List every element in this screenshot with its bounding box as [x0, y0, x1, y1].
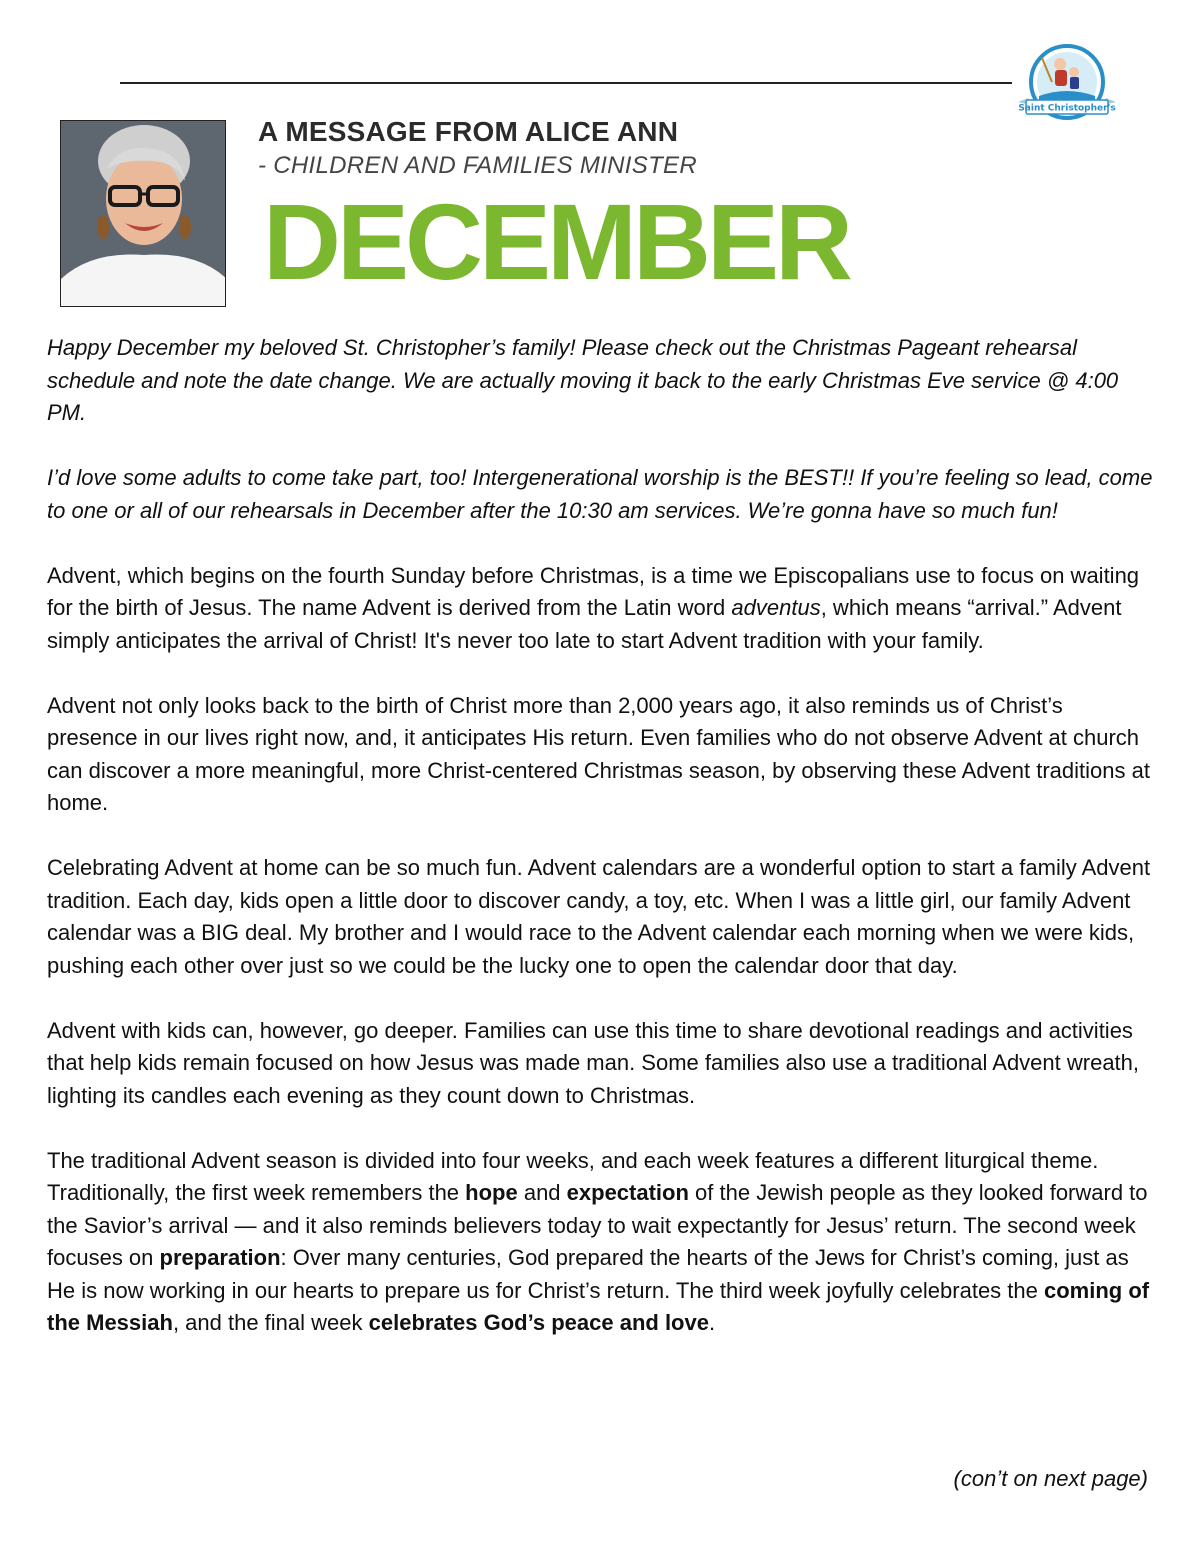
continued-note: (con’t on next page) [953, 1466, 1148, 1491]
italic-term: adventus [731, 595, 821, 620]
minister-role: - CHILDREN AND FAMILIES MINISTER [258, 152, 697, 179]
intro-paragraph-2 [47, 462, 1157, 527]
text-run: Advent not only looks back to the birth of Christ more than 2,000 years ago, it also reminds us of Christ’s presence in our lives right now, and, it anticipates His return. Even families who do not observe Advent at church can discover a more meaningful, more Christ-centered Christmas season, by observing these Advent traditions at home. [47, 692, 1150, 815]
emphasis-text: expectation [566, 1180, 689, 1205]
minister-photo [60, 120, 226, 307]
text-run: Advent with kids can, however, go deeper. Families can use this time to share devotional readings and activities that help kids remain focused on how Jesus was made man. Some families also use a traditional Advent wreath, lighting its candles each evening as they count down to Christmas. [47, 1017, 1140, 1108]
text-run: The traditional Advent season is divided into four weeks, and each week features a different liturgical theme. Traditionally, the first week remembers the [47, 1147, 1099, 1205]
advent-looks-back-paragraph [47, 690, 1157, 820]
logo-label: Saint Christopher's [1018, 103, 1116, 114]
text-run: Advent, which begins on the fourth Sunday before Christmas, is a time we Episcopalians use to focus on waiting for the birth of Jesus. The name Advent is derived from the Latin word [47, 562, 1140, 620]
emphasis-text: hope [465, 1180, 518, 1205]
intro-paragraph-1 [47, 332, 1157, 430]
emphasis-text: coming of the Messiah [47, 1277, 1150, 1335]
advent-weeks-paragraph [47, 1145, 1157, 1340]
article-body [47, 332, 1157, 1372]
text-run: and [517, 1180, 567, 1205]
advent-deeper-paragraph [47, 1015, 1157, 1113]
advent-definition-paragraph [47, 560, 1157, 658]
text-run: : Over many centuries, God prepared the hearts of the Jews for Christ’s coming, just as He is now working in our hearts to prepare us for Christ’s return. The third week joyfully celebrates the [47, 1245, 1129, 1303]
month-title: DECEMBER [263, 181, 850, 302]
text-run: . [708, 1310, 716, 1335]
text-run: of the Jewish people as they looked forward to the Savior’s arrival — and it also reminds believers today to wait expectantly for Jesus’ return. The second week focuses on [47, 1180, 1148, 1270]
top-divider [120, 82, 1012, 84]
message-heading: A MESSAGE FROM ALICE ANN [258, 116, 679, 147]
text-run: Happy December my beloved St. Christopher’s family! Please check out the Christmas Pageant rehearsal schedule and note the date change. We are actually moving it back to the early Christmas Eve service @ 4:00 PM. [47, 335, 1119, 425]
text-run: Celebrating Advent at home can be so much fun. Advent calendars are a wonderful option to start a family Advent tradition. Each day, kids open a little door to discover candy, a toy, etc. When I was a little girl, our family Advent calendar was a BIG deal. My brother and I would race to the Advent calendar each morning when we were kids, pushing each other over just so we could be the lucky one to open the calendar door that day. [47, 855, 1151, 978]
text-run: , which means “arrival.” Advent simply anticipates the arrival of Christ! It's never too late to start Advent tradition with your family. [47, 595, 1122, 653]
text-run: , and the final week [172, 1310, 369, 1335]
text-run: I’d love some adults to come take part, too! Intergenerational worship is the BEST!! If you’re feeling so lead, come to one or all of our rehearsals in December after the 10:30 am services. We’re gonna have so much fun! [47, 465, 1153, 523]
emphasis-text: celebrates God’s peace and love [368, 1310, 709, 1335]
church-logo [1012, 42, 1122, 138]
emphasis-text: preparation [159, 1245, 281, 1270]
advent-calendar-paragraph [47, 852, 1157, 982]
